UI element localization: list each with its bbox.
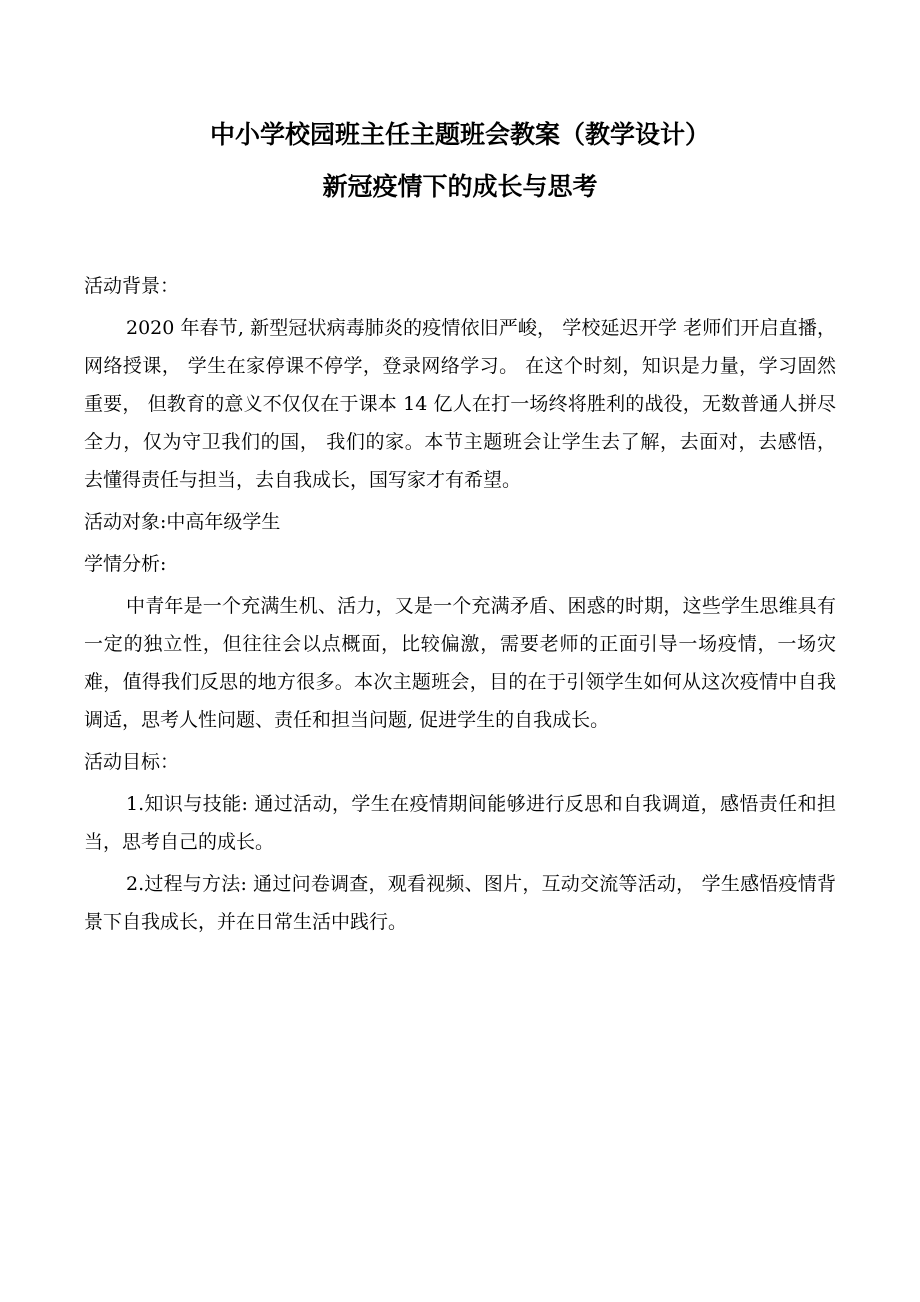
document-subtitle: 新冠疫情下的成长与思考 (322, 172, 598, 201)
target-line: 活动对象:中高年级学生 (84, 511, 281, 533)
goal-2-paragraph: 2.过程与方法: 通过问卷调查，观看视频、图片，互动交流等活动， 学生感悟疫情背景下自我成长，并在日常生活中践行。 (84, 873, 836, 933)
analysis-paragraph: 中青年是一个充满生机、活力，又是一个充满矛盾、困惑的时期，这些学生思维具有一定的独立性，但往往会以点概面，比较偏激，需要老师的正面引导一场疫情，一场灾难，值得我们反思的地方很多。本次主题班会，目的在于引领学生如何从这次疫情中自我调适，思考人性问题、责任和担当问题, 促进学生的自我成长。 (84, 595, 836, 731)
document-body (84, 267, 836, 945)
background-heading: 活动背景： (84, 275, 180, 297)
analysis-heading: 学情分析: (84, 553, 167, 575)
goal-1-paragraph: 1.知识与技能: 通过活动，学生在疫情期间能够进行反思和自我调道，感悟责任和担当，思考自己的成长。 (84, 793, 836, 853)
document-title: 中小学校园班主任主题班会教案（教学设计） (209, 120, 710, 149)
goals-heading: 活动目标： (84, 751, 180, 773)
background-paragraph: 2020 年春节, 新型冠状病毒肺炎的疫情依旧严峻， 学校延迟开学 老师们开启直播，网络授课， 学生在家停课不停学，登录网络学习。 在这个时刻，知识是力量，学习固然重要， 但教育的意义不仅仅在于课本 14 亿人在打一场终将胜利的战役，无数普通人拼尽全力，仅为守卫我们的国， 我们的家。本节主题班会让学生去了解，去面对，去感悟， 去懂得责任与担当，去自我成长，国写家才有希望。 (84, 317, 836, 491)
